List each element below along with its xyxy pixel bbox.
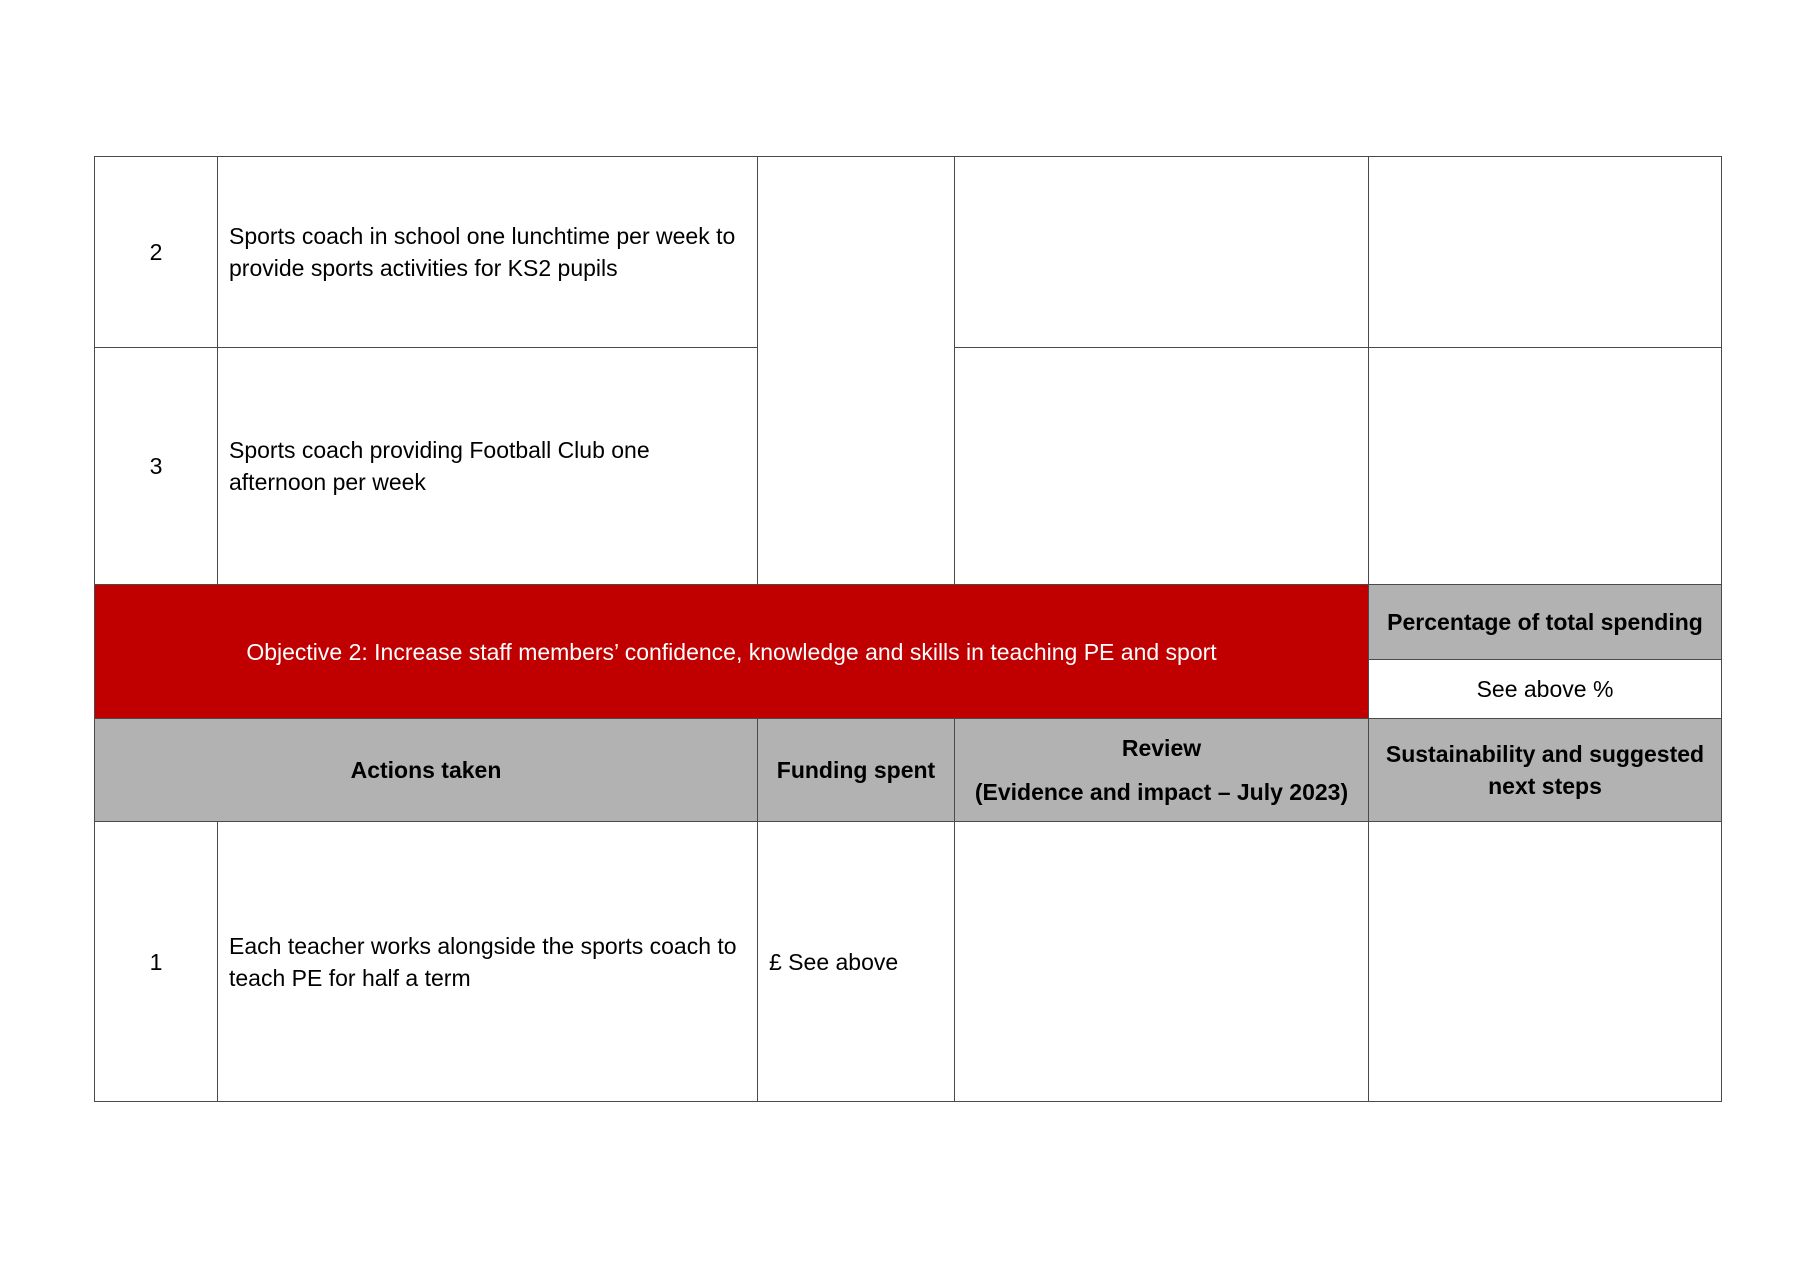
sustainability-cell <box>1369 822 1722 1102</box>
action-cell: Sports coach providing Football Club one afternoon per week <box>218 348 758 585</box>
action-cell: Each teacher works alongside the sports coach to teach PE for half a term <box>218 822 758 1102</box>
pe-funding-table <box>94 156 1722 1102</box>
funding-cell <box>758 157 955 585</box>
header-row <box>95 719 1722 822</box>
sustainability-cell <box>1369 157 1722 348</box>
table-row <box>95 157 1722 348</box>
row-number: 2 <box>95 157 218 348</box>
header-actions-taken: Actions taken <box>95 719 758 822</box>
review-cell <box>955 157 1369 348</box>
objective-title: Objective 2: Increase staff members’ confidence, knowledge and skills in teaching PE and sport <box>95 585 1369 719</box>
table-row <box>95 822 1722 1102</box>
action-cell: Sports coach in school one lunchtime per week to provide sports activities for KS2 pupils <box>218 157 758 348</box>
percentage-label: Percentage of total spending <box>1369 585 1722 660</box>
review-cell <box>955 348 1369 585</box>
objective-row <box>95 585 1722 660</box>
row-number: 1 <box>95 822 218 1102</box>
funding-cell: £ See above <box>758 822 955 1102</box>
review-cell <box>955 822 1369 1102</box>
header-funding-spent: Funding spent <box>758 719 955 822</box>
sustainability-cell <box>1369 348 1722 585</box>
header-review-title: Review <box>1121 735 1202 761</box>
percentage-value: See above % <box>1369 660 1722 719</box>
header-review-subtitle: (Evidence and impact – July 2023) <box>974 779 1349 805</box>
row-number: 3 <box>95 348 218 585</box>
header-sustainability: Sustainability and suggested next steps <box>1369 719 1722 822</box>
header-review <box>955 719 1369 822</box>
